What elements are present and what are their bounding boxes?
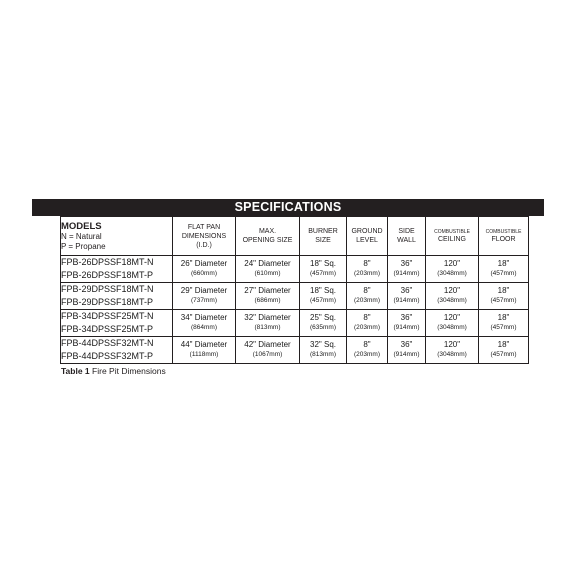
combustible-floor-inches: 18" — [497, 286, 510, 295]
combustible-floor-cell — [479, 256, 529, 283]
combustible-ceiling-mm: (3048mm) — [437, 351, 467, 358]
ground-level-inches: 8" — [363, 340, 371, 349]
ground-header-line2: LEVEL — [356, 237, 378, 244]
burner-size-inches: 18" Sq. — [310, 259, 336, 268]
flat-pan-mm: (864mm) — [190, 324, 217, 331]
combustible-ceiling-cell — [426, 310, 479, 337]
side-wall-cell — [388, 310, 426, 337]
caption-text: Fire Pit Dimensions — [92, 366, 166, 376]
combustible-floor-mm: (457mm) — [490, 351, 517, 358]
flat-pan-mm: (1118mm) — [189, 351, 219, 358]
ground-level-inches: 8" — [363, 286, 371, 295]
opening-size-inches: 32" Diameter — [244, 313, 291, 322]
flat-pan-header-line2: DIMENSIONS — [181, 232, 227, 240]
burner-size-inches: 18" Sq. — [310, 286, 336, 295]
combustible-floor-inches: 18" — [497, 340, 510, 349]
burner-size-inches: 32" Sq. — [310, 340, 336, 349]
combustible-ceiling-header — [426, 217, 479, 256]
combustible-ceiling-inches: 120" — [443, 286, 461, 295]
ground-level-mm: (203mm) — [353, 297, 380, 304]
flat-pan-header — [173, 217, 236, 256]
burner-size-cell — [300, 337, 347, 364]
ground-level-mm: (203mm) — [353, 351, 380, 358]
side-wall-inches: 36" — [400, 286, 413, 295]
ground-header-line1: GROUND — [351, 228, 383, 235]
opening-size-inches: 27" Diameter — [244, 286, 291, 295]
side-wall-header — [388, 217, 426, 256]
side-wall-inches: 36" — [400, 259, 413, 268]
burner-size-inches: 25" Sq. — [310, 313, 336, 322]
opening-size-cell — [236, 256, 300, 283]
floor-header-line2: FLOOR — [491, 236, 516, 243]
flat-pan-cell — [173, 256, 236, 283]
flat-pan-inches: 29" Diameter — [180, 286, 228, 295]
ground-level-inches: 8" — [363, 259, 371, 268]
opening-size-cell — [236, 283, 300, 310]
combustible-ceiling-mm: (3048mm) — [437, 297, 467, 304]
opening-size-mm: (686mm) — [254, 297, 281, 304]
opening-size-cell — [236, 310, 300, 337]
combustible-ceiling-cell — [426, 337, 479, 364]
combustible-ceiling-mm: (3048mm) — [437, 324, 467, 331]
opening-size-mm: (813mm) — [254, 324, 281, 331]
combustible-ceiling-cell — [426, 256, 479, 283]
flat-pan-header-line3: (I.D.) — [196, 241, 212, 249]
side-wall-mm: (914mm) — [393, 351, 420, 358]
burner-size-cell — [300, 256, 347, 283]
models-natural-legend: N = Natural — [61, 231, 102, 241]
combustible-floor-inches: 18" — [497, 259, 510, 268]
opening-header-line2: OPENING SIZE — [242, 237, 293, 244]
burner-size-mm: (813mm) — [309, 351, 336, 358]
ground-level-cell — [347, 283, 388, 310]
combustible-floor-header — [479, 217, 529, 256]
model-propane: FPB-26DPSSF18MT-P — [61, 270, 154, 280]
model-cell — [61, 337, 173, 364]
ground-level-cell — [347, 256, 388, 283]
table-row — [61, 283, 529, 310]
model-natural: FPB-29DPSSF18MT-N — [61, 284, 154, 294]
ceiling-header-line2: CEILING — [437, 236, 466, 243]
ground-level-mm: (203mm) — [353, 270, 380, 277]
table-body — [61, 256, 529, 364]
combustible-floor-cell — [479, 310, 529, 337]
combustible-ceiling-cell — [426, 283, 479, 310]
combustible-ceiling-inches: 120" — [443, 259, 461, 268]
opening-size-inches: 42" Diameter — [244, 340, 291, 349]
table-row — [61, 310, 529, 337]
flat-pan-header-line1: FLAT PAN — [187, 223, 221, 231]
model-propane: FPB-34DPSSF25MT-P — [61, 324, 154, 334]
models-header — [61, 217, 173, 256]
ground-level-cell — [347, 310, 388, 337]
models-propane-legend: P = Propane — [61, 241, 106, 251]
specifications-table — [60, 216, 529, 364]
combustible-floor-inches: 18" — [497, 313, 510, 322]
combustible-floor-cell — [479, 337, 529, 364]
opening-size-header — [236, 217, 300, 256]
caption-label: Table 1 — [61, 366, 90, 376]
flat-pan-cell — [173, 283, 236, 310]
model-natural: FPB-44DPSSF32MT-N — [61, 338, 154, 348]
side-wall-mm: (914mm) — [393, 324, 420, 331]
side-wall-mm: (914mm) — [393, 270, 420, 277]
combustible-floor-mm: (457mm) — [490, 324, 517, 331]
combustible-floor-mm: (457mm) — [490, 270, 517, 277]
opening-size-mm: (1067mm) — [252, 351, 283, 358]
model-propane: FPB-44DPSSF32MT-P — [61, 351, 154, 361]
side-wall-mm: (914mm) — [393, 297, 420, 304]
combustible-floor-mm: (457mm) — [490, 297, 517, 304]
combustible-ceiling-mm: (3048mm) — [437, 270, 467, 277]
table-row — [61, 337, 529, 364]
flat-pan-inches: 26" Diameter — [180, 259, 228, 268]
flat-pan-inches: 34" Diameter — [180, 313, 228, 322]
side-wall-cell — [388, 256, 426, 283]
burner-size-cell — [300, 283, 347, 310]
burner-size-header — [300, 217, 347, 256]
model-cell — [61, 283, 173, 310]
burner-size-mm: (457mm) — [309, 270, 336, 277]
model-natural: FPB-26DPSSF18MT-N — [61, 257, 154, 267]
table-caption — [61, 366, 166, 376]
opening-size-cell — [236, 337, 300, 364]
ground-level-cell — [347, 337, 388, 364]
models-title: MODELS — [61, 220, 102, 232]
model-natural: FPB-34DPSSF25MT-N — [61, 311, 154, 321]
side-wall-inches: 36" — [400, 313, 413, 322]
ground-level-header — [347, 217, 388, 256]
opening-header-line1: MAX. — [258, 228, 277, 235]
burner-size-mm: (457mm) — [309, 297, 336, 304]
side-wall-cell — [388, 337, 426, 364]
combustible-floor-cell — [479, 283, 529, 310]
floor-header-line1: COMBUSTIBLE — [485, 229, 522, 235]
opening-size-inches: 24" Diameter — [244, 259, 291, 268]
ground-level-inches: 8" — [363, 313, 371, 322]
side-wall-cell — [388, 283, 426, 310]
flat-pan-mm: (737mm) — [190, 297, 217, 304]
flat-pan-cell — [173, 310, 236, 337]
ceiling-header-line1: COMBUSTIBLE — [434, 229, 470, 235]
model-cell — [61, 310, 173, 337]
flat-pan-mm: (660mm) — [190, 270, 217, 277]
burner-header-line1: BURNER — [308, 228, 338, 235]
combustible-ceiling-inches: 120" — [443, 340, 461, 349]
table-header-row — [61, 217, 529, 256]
flat-pan-cell — [173, 337, 236, 364]
burner-header-line2: SIZE — [315, 237, 331, 244]
specifications-banner: SPECIFICATIONS — [32, 199, 544, 216]
flat-pan-inches: 44" Diameter — [180, 340, 228, 349]
table-row — [61, 256, 529, 283]
model-cell — [61, 256, 173, 283]
ground-level-mm: (203mm) — [353, 324, 380, 331]
combustible-ceiling-inches: 120" — [443, 313, 461, 322]
side-header-line2: WALL — [397, 237, 416, 244]
burner-size-cell — [300, 310, 347, 337]
side-wall-inches: 36" — [400, 340, 413, 349]
side-header-line1: SIDE — [398, 228, 415, 235]
opening-size-mm: (610mm) — [254, 270, 281, 277]
model-propane: FPB-29DPSSF18MT-P — [61, 297, 154, 307]
burner-size-mm: (635mm) — [309, 324, 336, 331]
